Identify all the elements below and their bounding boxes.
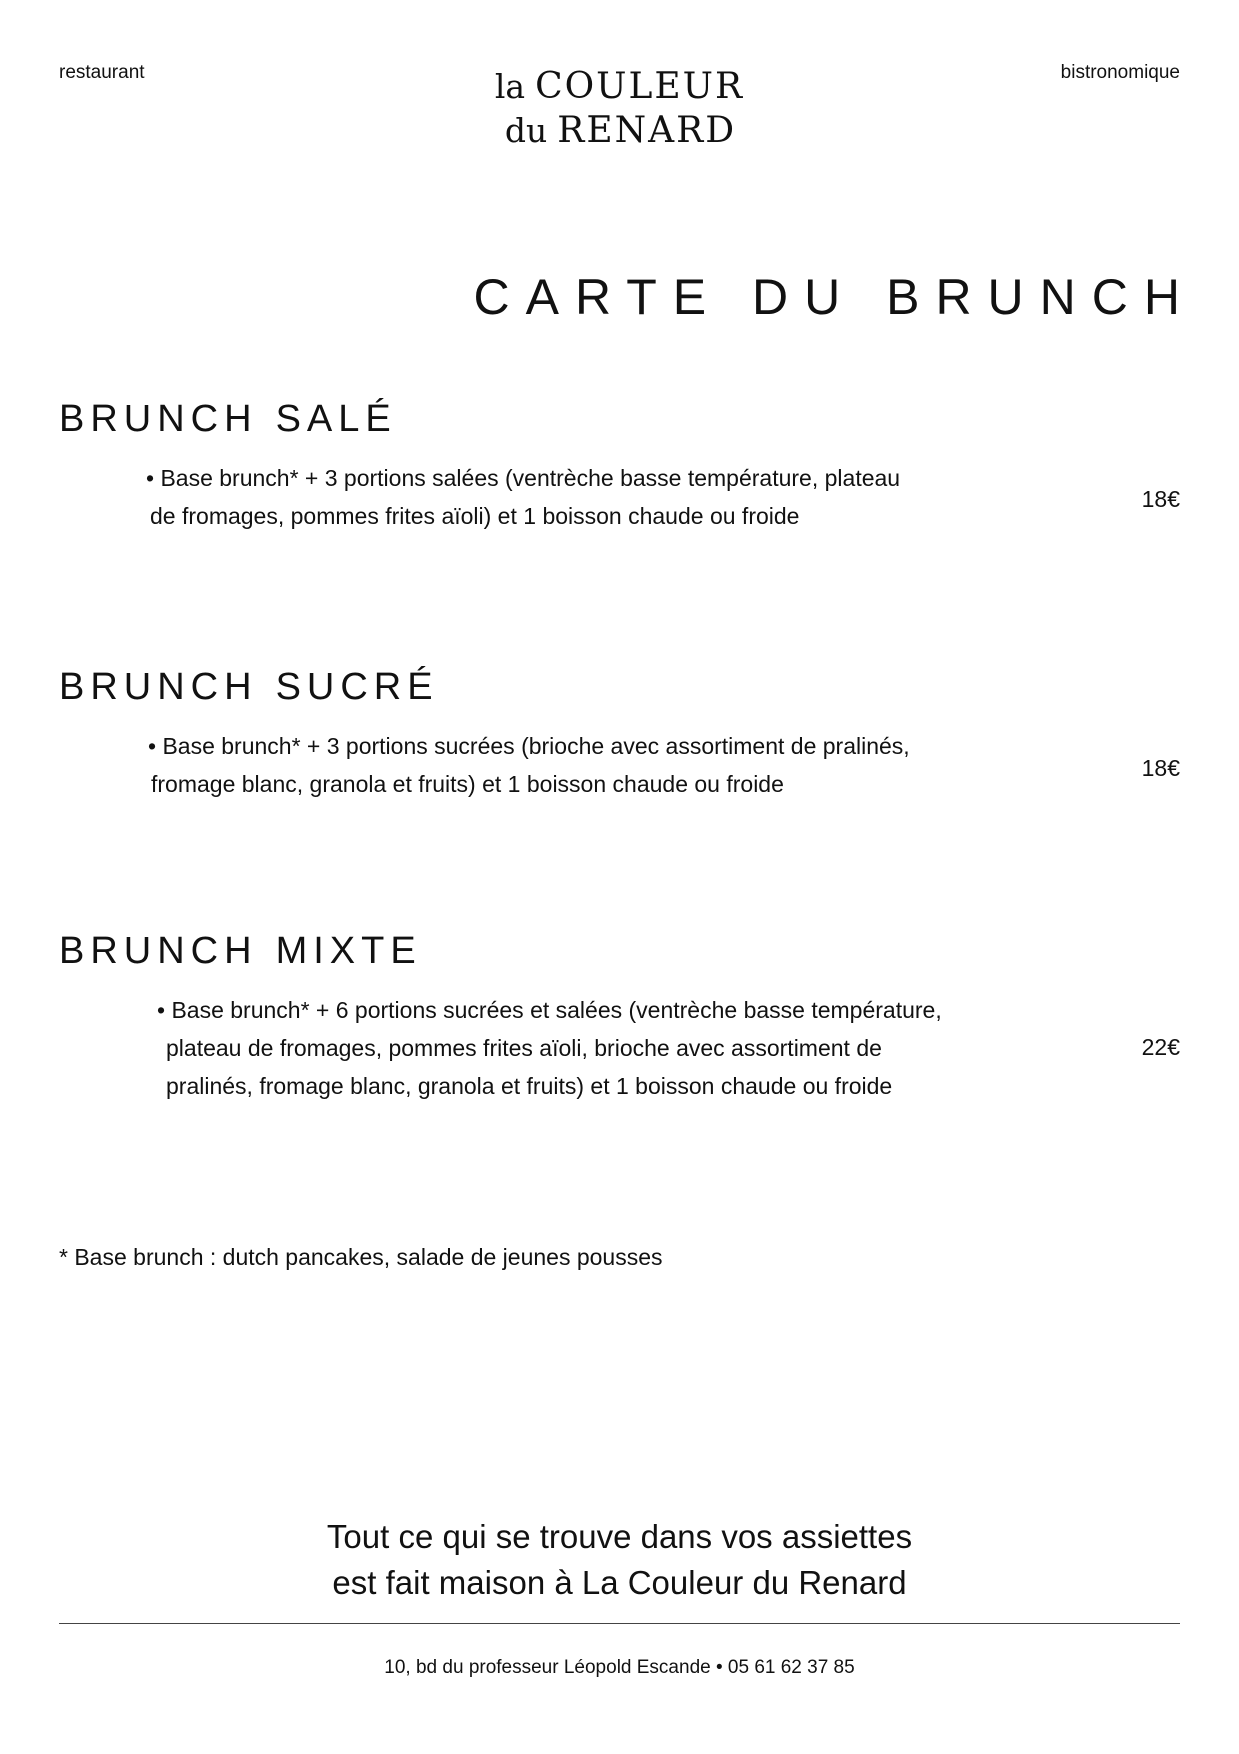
description-line: fromage blanc, granola et fruits) et 1 boisson chaude ou froide [151,771,784,797]
header-left-text: restaurant [59,62,145,83]
section-title-word: SUCRÉ [275,666,439,708]
description-line: pralinés, fromage blanc, granola et fruits) et 1 boisson chaude ou froide [166,1073,893,1099]
description-line: • Base brunch* + 3 portions sucrées (brioche avec assortiment de pralinés, [148,733,910,759]
section-title-word: MIXTE [275,930,422,972]
header-right-text: bistronomique [1060,62,1180,83]
price-mixte: 22€ [1141,1034,1180,1060]
address-phone: 10, bd du professeur Léopold Escande • 05 61 62 37 85 [384,1657,855,1678]
description-line: • Base brunch* + 6 portions sucrées et salées (ventrèche basse température, [157,997,942,1023]
description-line: de fromages, pommes frites aïoli) et 1 boisson chaude ou froide [150,503,800,529]
section-title-word: BRUNCH [59,930,258,972]
footer-divider [59,1623,1180,1624]
logo-du: du [504,111,548,150]
tagline [0,1514,1239,1606]
section-title-word: BRUNCH [59,666,258,708]
price-sucre: 18€ [1141,755,1180,781]
section-title-sucre [59,666,439,709]
section-title-mixte [59,930,422,973]
logo-couleur: COULEUR [535,66,745,107]
tagline-line: Tout ce qui se trouve dans vos assiettes [326,1518,913,1555]
tagline-line: est fait maison à La Couleur du Renard [332,1564,907,1601]
logo-renard: RENARD [557,110,737,151]
page-title: CARTE DU BRUNCH [473,269,1196,325]
section-title-word: BRUNCH [59,398,258,440]
description-line: plateau de fromages, pommes frites aïoli, brioche avec assortiment de [166,1035,882,1061]
menu-item-description-mixte [157,991,942,1105]
restaurant-logo [0,64,1239,154]
price-sale: 18€ [1141,486,1180,512]
section-title-word: SALÉ [275,398,397,440]
description-line: • Base brunch* + 3 portions salées (ventrèche basse température, plateau [146,465,901,491]
menu-item-description-sucre [148,727,910,803]
section-title-sale [59,398,397,441]
logo-la: la [494,67,526,106]
menu-item-description-sale [146,459,900,535]
footnote: * Base brunch : dutch pancakes, salade de jeunes pousses [59,1244,663,1270]
